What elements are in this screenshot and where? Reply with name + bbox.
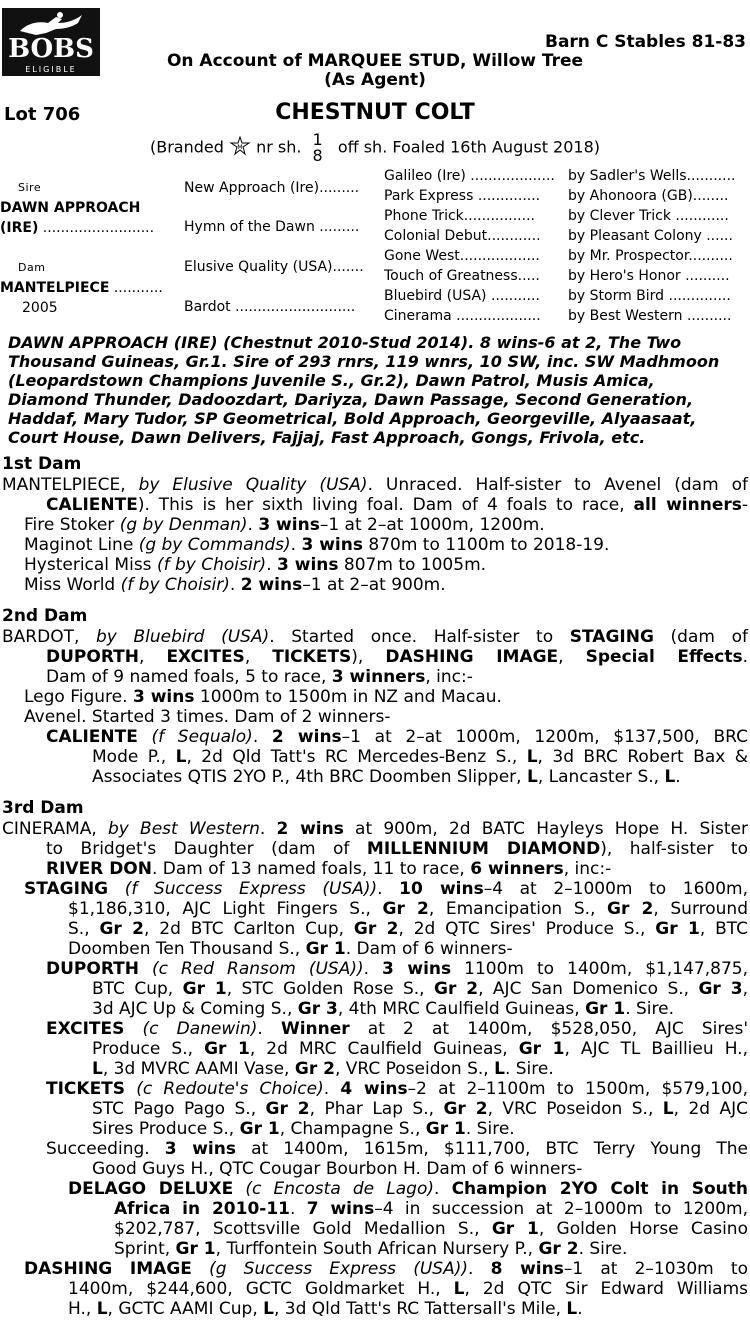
- text-line: [0, 1239, 748, 1259]
- text-run: Gr 2: [433, 979, 479, 999]
- ancestor-sire-5: by Mr. Prospector..........: [568, 248, 733, 264]
- text-run: 1000m to 1500m in NZ and Macau.: [194, 687, 502, 707]
- sire-description: [8, 333, 748, 447]
- text-line: [0, 627, 748, 647]
- vendor-line: On Account of MARQUEE STUD, Willow Tree: [166, 51, 584, 71]
- text-line: [0, 1259, 748, 1279]
- lot-number: Lot 706: [4, 104, 81, 125]
- ancestor-2: Park Express ..............: [384, 188, 541, 204]
- text-run: Associates QTIS 2YO P., 4th BRC Doomben Slipper,: [92, 767, 527, 787]
- text-run: L: [175, 747, 187, 767]
- text-run: 1100m to 1400m, $1,147,875,: [451, 959, 748, 979]
- text-run: , AJC TL Baillieu H.,: [564, 1039, 748, 1059]
- text-run: to Bridget's Daughter (dam of: [46, 839, 367, 859]
- ancestor-8: Cinerama ...................: [384, 308, 541, 324]
- text-run: MANTELPIECE,: [2, 475, 139, 495]
- text-run: -: [741, 495, 748, 515]
- text-run: . Unraced. Half-sister to Avenel (dam of: [367, 475, 748, 495]
- svg-text:M: M: [237, 144, 243, 151]
- text-run: Sprint,: [114, 1239, 176, 1259]
- text-line: [0, 1099, 748, 1119]
- text-run: . Dam of 13 named foals, 11 to race,: [151, 859, 471, 879]
- dam-name: MANTELPIECE ...........: [0, 280, 163, 296]
- text-run: 2 wins: [240, 575, 303, 595]
- sire-desc-line: (Leopardstown Champions Juvenile S., Gr.2), Dawn Patrol, Musis Amica,: [8, 371, 655, 390]
- text-run: (g Success Express (USA)): [191, 1259, 468, 1279]
- text-run: –1 at 2–at 1000m, 1200m, $137,500, BRC: [341, 727, 748, 747]
- text-run: , 2d MRC Caulfield Guineas,: [249, 1039, 519, 1059]
- text-run: .: [252, 727, 272, 747]
- text-run: .: [257, 1019, 281, 1039]
- text-run: Hysterical Miss: [24, 555, 157, 575]
- text-line: [0, 1059, 748, 1079]
- text-run: .: [247, 515, 259, 535]
- text-run: (f Sequalo): [137, 727, 253, 747]
- text-run: Gr 2: [443, 1099, 488, 1119]
- text-run: Gr 1: [425, 1119, 466, 1139]
- text-line: [0, 999, 748, 1019]
- fraction-num: 1: [312, 130, 323, 149]
- text-line: [0, 687, 748, 707]
- text-run: Miss World: [24, 575, 121, 595]
- text-run: . Dam of 6 winners-: [345, 939, 513, 959]
- text-run: –4 at 2–1000m to 1600m,: [483, 879, 748, 899]
- text-run: Gr 1: [175, 1239, 216, 1259]
- text-run: Produce S.,: [92, 1039, 205, 1059]
- text-run: , 2d AJC: [673, 1099, 748, 1119]
- brand-mark-icon: [229, 136, 251, 160]
- text-run: , Lancaster S.,: [537, 767, 665, 787]
- text-line: [0, 575, 748, 595]
- text-line: [0, 819, 748, 839]
- text-line: [0, 647, 748, 667]
- text-run: Avenel. Started 3 times. Dam of 2 winners-: [24, 707, 391, 727]
- text-run: DUPORTH: [46, 647, 139, 667]
- text-run: –4 in succession at 2–1000m to 1200m,: [374, 1199, 748, 1219]
- text-run: Gr 2: [607, 899, 654, 919]
- fraction: [313, 132, 323, 164]
- text-run: (c Redoute's Choice): [125, 1079, 324, 1099]
- text-line: [0, 515, 748, 535]
- text-run: (c Danewin): [124, 1019, 258, 1039]
- ancestor-sire-4: by Pleasant Colony ......: [568, 228, 733, 244]
- text-line: [0, 1199, 748, 1219]
- text-run: Gr 1: [204, 1039, 250, 1059]
- text-line: [0, 1279, 748, 1299]
- text-run: L: [526, 747, 538, 767]
- text-run: .: [742, 647, 748, 667]
- text-run: 7 wins: [306, 1199, 375, 1219]
- text-run: Doomben Ten Thousand S.,: [68, 939, 306, 959]
- dam-dam: Bardot ...........................: [184, 299, 356, 315]
- text-run: TICKETS: [46, 1079, 126, 1099]
- text-run: 8 wins: [490, 1259, 564, 1279]
- text-run: by Best Western: [108, 819, 260, 839]
- text-run: DASHING IMAGE: [385, 647, 559, 667]
- logo-word: BOBS: [8, 34, 94, 64]
- text-run: Good Guys H., QTC Cougar Bourbon H. Dam of 6 winners-: [92, 1159, 583, 1179]
- third-dam-text: [0, 819, 748, 1319]
- text-run: (dam of: [653, 627, 748, 647]
- text-line: [0, 1299, 748, 1319]
- text-line: [0, 979, 748, 999]
- text-run: STC Pago Pago S.,: [92, 1099, 266, 1119]
- text-run: BTC Cup,: [92, 979, 183, 999]
- text-run: Gr 2: [294, 1059, 335, 1079]
- sire-desc-line: Court House, Dawn Delivers, Fajjaj, Fast Approach, Gongs, Frivola, etc.: [8, 428, 646, 447]
- ancestor-sire-6: by Hero's Honor ..........: [568, 268, 730, 284]
- text-run: L: [526, 767, 538, 787]
- text-run: . Sire.: [625, 999, 674, 1019]
- text-run: , inc:-: [563, 859, 612, 879]
- sire-desc-line: Haddaf, Mary Tudor, SP Geometrical, Bold Approach, Georgeville, Alyaasaat,: [8, 409, 697, 428]
- text-run: .: [675, 767, 681, 787]
- text-run: 4 wins: [340, 1079, 408, 1099]
- text-run: 3 winners: [331, 667, 426, 687]
- text-line: [0, 1079, 748, 1099]
- text-line: [0, 839, 748, 859]
- text-run: Gr 1: [518, 1039, 565, 1059]
- text-run: ,: [138, 647, 167, 667]
- text-line: [0, 495, 748, 515]
- text-run: 1400m, $244,600, GCTC Goldmarket H.,: [68, 1279, 454, 1299]
- text-line: [0, 535, 748, 555]
- sire-label: Sire: [18, 181, 42, 194]
- text-run: 3d AJC Up & Coming S.,: [92, 999, 298, 1019]
- text-run: Sires Produce S.,: [92, 1119, 240, 1139]
- text-run: ,: [742, 979, 748, 999]
- first-dam-text: [0, 475, 748, 595]
- text-run: DELAGO DELUXE: [68, 1179, 234, 1199]
- text-run: Gr 1: [585, 999, 626, 1019]
- text-run: . Sire.: [504, 1059, 554, 1079]
- text-run: ), half-sister to: [600, 839, 748, 859]
- text-run: , inc:-: [425, 667, 473, 687]
- text-run: Gr 2: [538, 1239, 579, 1259]
- text-run: Fire Stoker: [24, 515, 120, 535]
- ancestor-5: Gone West..................: [384, 248, 540, 264]
- text-run: Gr 1: [655, 919, 700, 939]
- text-run: , Emancipation S.,: [428, 899, 608, 919]
- text-run: L: [664, 767, 676, 787]
- ancestor-6: Touch of Greatness.....: [384, 268, 540, 284]
- text-run: EXCITES: [166, 647, 245, 667]
- text-run: 3 wins: [164, 1139, 236, 1159]
- text-run: Gr 1: [239, 1119, 280, 1139]
- text-line: [0, 859, 748, 879]
- text-run: L: [92, 1059, 103, 1079]
- text-run: .: [323, 1079, 341, 1099]
- brand-mid: nr sh.: [256, 137, 302, 157]
- text-run: ),: [351, 647, 386, 667]
- text-run: S.,: [68, 919, 100, 939]
- text-run: , Turffontein South African Nursery P.,: [215, 1239, 539, 1259]
- ancestor-sire-3: by Clever Trick ............: [568, 208, 729, 224]
- text-line: [0, 1119, 748, 1139]
- text-run: , AJC San Domenico S.,: [478, 979, 699, 999]
- logo-sub: ELIGIBLE: [25, 65, 77, 74]
- text-run: by Elusive Quality (USA): [138, 475, 368, 495]
- text-run: , 3d MVRC AAMI Vase,: [102, 1059, 295, 1079]
- text-run: L: [263, 1299, 274, 1319]
- text-run: .: [467, 1259, 491, 1279]
- brand-post: off sh. Foaled 16th August 2018): [337, 137, 601, 157]
- text-run: . Started once. Half-sister to: [269, 627, 570, 647]
- text-run: 6 winners: [470, 859, 564, 879]
- ancestor-sire-8: by Best Western ..........: [568, 308, 732, 324]
- fraction-den: 8: [312, 146, 323, 165]
- text-line: [0, 939, 748, 959]
- text-run: by Bluebird (USA): [96, 627, 270, 647]
- text-run: (g by Denman): [119, 515, 248, 535]
- text-run: $202,787, Scottsville Gold Medallion S.,: [114, 1219, 492, 1239]
- text-run: RIVER DON: [46, 859, 152, 879]
- text-run: Gr 1: [182, 979, 227, 999]
- text-line: [0, 767, 748, 787]
- lot-title: CHESTNUT COLT: [275, 100, 475, 125]
- text-run: –1 at 2–at 900m.: [302, 575, 446, 595]
- text-run: TICKETS: [272, 647, 352, 667]
- text-run: 3 wins: [132, 687, 195, 707]
- text-run: Gr 3: [297, 999, 338, 1019]
- text-run: 2 wins: [271, 727, 342, 747]
- ancestor-sire-7: by Storm Bird ..............: [568, 288, 731, 304]
- section-heading: 2nd Dam: [2, 606, 88, 626]
- text-line: [0, 919, 748, 939]
- dam-year: 2005: [22, 300, 58, 316]
- text-run: ). This is her sixth living foal. Dam of 4 foals to race,: [137, 495, 634, 515]
- text-run: , VRC Poseidon S.,: [334, 1059, 495, 1079]
- text-run: .: [229, 575, 241, 595]
- sire-name-suffix: (IRE) .........................: [0, 220, 155, 236]
- ancestor-3: Phone Trick................: [384, 208, 535, 224]
- text-run: 10 wins: [399, 879, 484, 899]
- text-line: [0, 1019, 748, 1039]
- text-run: STAGING: [569, 627, 654, 647]
- barn-location: Barn C Stables 81-83: [544, 32, 746, 52]
- text-line: [0, 1139, 748, 1159]
- text-run: BARDOT,: [2, 627, 97, 647]
- text-run: .: [377, 879, 400, 899]
- text-run: MILLENNIUM DIAMOND: [366, 839, 601, 859]
- text-run: Africa in 2010-11: [114, 1199, 290, 1219]
- text-run: EXCITES: [46, 1019, 125, 1039]
- text-run: CINERAMA,: [2, 819, 108, 839]
- text-line: [0, 1039, 748, 1059]
- text-line: [0, 959, 748, 979]
- text-run: at 1400m, 1615m, $111,700, BTC Terry Young The: [235, 1139, 748, 1159]
- text-run: L: [494, 1059, 505, 1079]
- ancestor-1: Galileo (Ire) ...................: [384, 168, 555, 184]
- brand-pre: (Branded: [149, 137, 224, 157]
- text-run: 807m to 1005m.: [338, 555, 487, 575]
- text-run: CALIENTE: [46, 727, 138, 747]
- text-run: ,: [558, 647, 586, 667]
- text-line: [0, 727, 748, 747]
- sire-desc-line: Diamond Thunder, Dadoozdart, Dariyza, Dawn Passage, Second Generation,: [8, 390, 694, 409]
- text-run: L: [566, 1299, 578, 1319]
- text-run: (f by Choisir): [120, 575, 230, 595]
- text-line: [0, 747, 748, 767]
- text-run: . Sire.: [465, 1119, 515, 1139]
- text-run: Lego Figure.: [24, 687, 133, 707]
- dam-sire: Elusive Quality (USA).......: [184, 259, 364, 275]
- text-run: Winner: [280, 1019, 350, 1039]
- text-run: 3 wins: [382, 959, 452, 979]
- text-line: [0, 1219, 748, 1239]
- text-run: , Surround: [653, 899, 748, 919]
- text-run: (c Encosta de Lago): [233, 1179, 434, 1199]
- text-run: Mode P.,: [92, 747, 176, 767]
- text-run: .: [266, 555, 277, 575]
- text-run: CALIENTE: [46, 495, 138, 515]
- sire-desc-line: DAWN APPROACH (IRE) (Chestnut 2010-Stud 2014). 8 wins-6 at 2, The Two: [8, 333, 682, 352]
- text-line: [0, 555, 748, 575]
- sire-sire: New Approach (Ire).........: [184, 180, 360, 196]
- text-run: .: [577, 1299, 583, 1319]
- text-run: 2 wins: [276, 819, 344, 839]
- text-run: .: [290, 1199, 307, 1219]
- ancestor-7: Bluebird (USA) ...........: [384, 288, 540, 304]
- text-run: .: [259, 819, 277, 839]
- text-run: STAGING: [24, 879, 109, 899]
- text-run: , VRC Poseidon S.,: [487, 1099, 663, 1119]
- text-run: 3 wins: [301, 535, 363, 555]
- text-run: $1,186,310, AJC Light Fingers S.,: [68, 899, 383, 919]
- text-run: , BTC: [699, 919, 748, 939]
- text-run: 3 wins: [258, 515, 320, 535]
- text-run: at 2 at 1400m, $528,050, AJC Sires': [349, 1019, 749, 1039]
- text-run: .: [434, 1179, 452, 1199]
- text-run: Special Effects: [585, 647, 743, 667]
- text-run: Gr 2: [99, 919, 144, 939]
- text-run: (g by Commands): [138, 535, 291, 555]
- sire-dam: Hymn of the Dawn .........: [184, 219, 360, 235]
- text-run: Gr 2: [353, 919, 399, 939]
- text-line: [0, 707, 748, 727]
- sire-desc-line: Thousand Guineas, Gr.1. Sire of 293 rnrs, 119 wnrs, 10 SW, inc. SW Madhmoon: [8, 352, 720, 371]
- dam-label: Dam: [18, 261, 46, 274]
- text-run: H.,: [68, 1299, 97, 1319]
- text-run: , Phar Lap S.,: [309, 1099, 444, 1119]
- text-run: –2 at 2–1100m to 1500m, $579,100,: [407, 1079, 748, 1099]
- ancestor-sire-1: by Sadler's Wells...........: [568, 168, 736, 184]
- text-run: Gr 1: [305, 939, 346, 959]
- second-dam-text: [0, 627, 748, 787]
- text-run: ,: [244, 647, 273, 667]
- sire-name: DAWN APPROACH: [0, 200, 141, 216]
- text-run: L: [453, 1279, 465, 1299]
- text-run: , Champagne S.,: [279, 1119, 426, 1139]
- text-run: , 2d Qld Tatt's RC Mercedes-Benz S.,: [186, 747, 527, 767]
- pedigree-table: [0, 166, 750, 326]
- text-run: all winners: [633, 495, 742, 515]
- text-run: DUPORTH: [46, 959, 139, 979]
- text-run: , Golden Horse Casino: [538, 1219, 748, 1239]
- text-run: (c Red Ransom (USA)): [138, 959, 364, 979]
- text-run: Gr 3: [698, 979, 743, 999]
- agent-line: (As Agent): [324, 70, 426, 90]
- text-run: .: [363, 959, 383, 979]
- text-run: Champion 2YO Colt in South: [451, 1179, 749, 1199]
- text-run: , 3d BRC Robert Bax &: [537, 747, 748, 767]
- text-run: 870m to 1100m to 2018-19.: [362, 535, 610, 555]
- text-run: DASHING IMAGE: [24, 1259, 192, 1279]
- text-line: [0, 475, 748, 495]
- text-run: Gr 2: [265, 1099, 310, 1119]
- vendor-account: [0, 52, 750, 90]
- text-run: –1 at 2–1030m to: [563, 1259, 748, 1279]
- text-run: (f Success Express (USA)): [108, 879, 378, 899]
- text-line: [0, 899, 748, 919]
- text-run: Gr 1: [491, 1219, 539, 1239]
- ancestor-sire-2: by Ahonoora (GB)........: [568, 188, 729, 204]
- ancestor-4: Colonial Debut............: [384, 228, 541, 244]
- text-run: Maginot Line: [24, 535, 139, 555]
- text-run: Gr 2: [382, 899, 429, 919]
- text-run: at 900m, 2d BATC Hayleys Hope H. Sister: [343, 819, 748, 839]
- section-heading: 3rd Dam: [2, 798, 84, 818]
- text-run: , GCTC AAMI Cup,: [107, 1299, 264, 1319]
- text-line: [0, 667, 748, 687]
- text-run: , 2d QTC Sires' Produce S.,: [398, 919, 656, 939]
- text-run: , 4th MRC Caulfield Guineas,: [337, 999, 586, 1019]
- text-line: [0, 879, 748, 899]
- text-run: Succeeding.: [46, 1139, 165, 1159]
- text-run: L: [662, 1099, 674, 1119]
- text-run: , 2d BTC Carlton Cup,: [144, 919, 354, 939]
- text-run: (f by Choisir): [156, 555, 267, 575]
- brand-line: [0, 132, 750, 164]
- section-heading: 1st Dam: [2, 454, 82, 474]
- text-line: [0, 1179, 748, 1199]
- text-line: [0, 1159, 748, 1179]
- text-run: 3 wins: [277, 555, 339, 575]
- text-run: . Sire.: [578, 1239, 628, 1259]
- text-run: Dam of 9 named foals, 5 to race,: [46, 667, 332, 687]
- text-run: , STC Golden Rose S.,: [226, 979, 434, 999]
- text-run: –1 at 2–at 1000m, 1200m.: [319, 515, 545, 535]
- text-run: L: [96, 1299, 108, 1319]
- text-run: , 3d Qld Tatt's RC Tattersall's Mile,: [273, 1299, 567, 1319]
- text-run: , 2d QTC Sir Edward Williams: [464, 1279, 749, 1299]
- text-run: .: [290, 535, 302, 555]
